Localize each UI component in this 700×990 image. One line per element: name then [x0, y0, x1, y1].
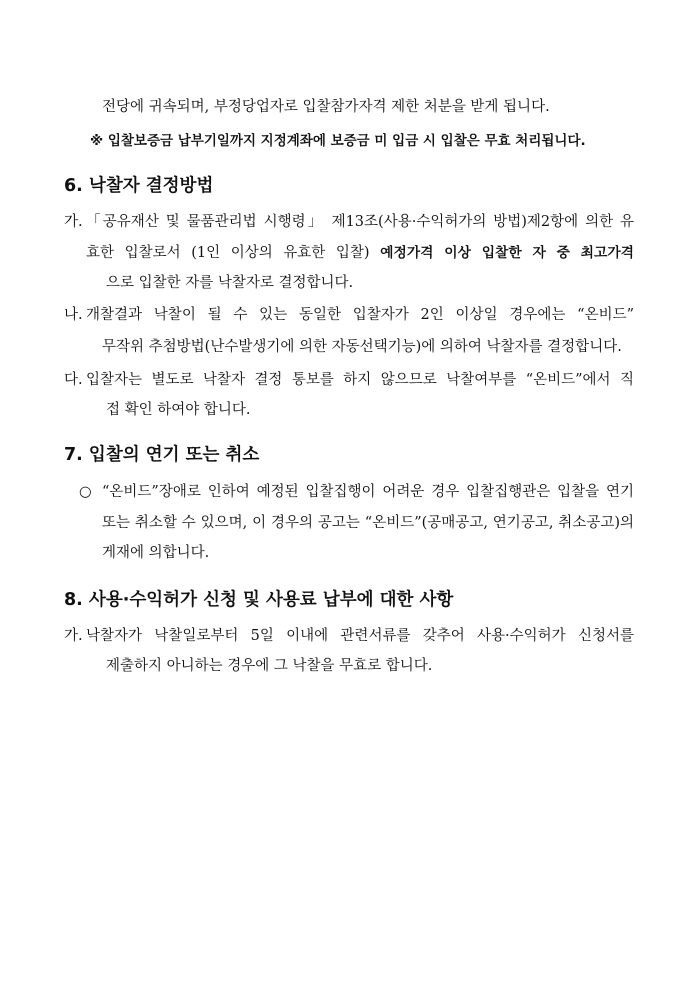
- sec6-ga-line2-bold: 예정가격 이상 입찰한 자 중 최고가격: [380, 245, 634, 261]
- sec6-da-line2: 접 확인 하여야 합니다.: [106, 402, 251, 418]
- section-6-title: 6. 낙찰자 결정방법: [64, 176, 214, 196]
- section-7-title: 7. 입찰의 연기 또는 취소: [64, 445, 260, 465]
- item-marker: 다.: [64, 372, 83, 388]
- sec6-na-line2: 무작위 추첨방법(난수발생기에 의한 자동선택기능)에 의하여 낙찰자를 결정합니다.: [102, 339, 622, 355]
- item-marker: 가.: [64, 214, 83, 230]
- deposit-note-text: 입찰보증금 납부기일까지 지정계좌에 보증금 미 입금 시 입찰은 무효 처리됩니다.: [107, 133, 586, 149]
- sec7-line1: “온비드”장애로 인하여 예정된 입찰집행이 어려운 경우 입찰집행관은 입찰을 연기: [102, 484, 634, 500]
- item-marker: 가.: [64, 628, 83, 644]
- sec7-line2: 또는 취소할 수 있으며, 이 경우의 공고는 “온비드”(공매공고, 연기공고, 취소공고)의: [102, 515, 634, 531]
- sec8-ga-line2: 제출하지 아니하는 경우에 그 낙찰을 무효로 합니다.: [106, 658, 433, 674]
- sec6-da-line1: 입찰자는 별도로 낙찰자 결정 통보를 하지 않으므로 낙찰여부를 “온비드”에서 직: [86, 372, 634, 388]
- sec6-ga-line2-text: 효한 입찰로서 (1인 이상의 유효한 입찰): [86, 245, 381, 261]
- sec6-ga-line3: 으로 입찰한 자를 낙찰자로 결정합니다.: [106, 275, 354, 291]
- intro-line: 전당에 귀속되며, 부정당업자로 입찰참가자격 제한 처분을 받게 됩니다.: [102, 99, 550, 115]
- sec6-na-line1: 개찰결과 낙찰이 될 수 있는 동일한 입찰자가 2인 이상일 경우에는 “온비드”: [86, 307, 634, 323]
- bullet-marker: ○: [79, 484, 92, 500]
- sec6-ga-line1: 「공유재산 및 물품관리법 시행령」 제13조(사용·수익허가의 방법)제2항에 의한 유: [86, 214, 634, 230]
- sec7-line3: 게재에 의합니다.: [102, 545, 210, 561]
- deposit-note: [90, 131, 586, 151]
- section-8-title: 8. 사용·수익허가 신청 및 사용료 납부에 대한 사항: [64, 590, 454, 610]
- sec8-ga-line1: 낙찰자가 낙찰일로부터 5일 이내에 관련서류를 갖추어 사용·수익허가 신청서를: [86, 628, 634, 644]
- item-marker: 나.: [64, 307, 83, 323]
- sec6-ga-line2: [86, 243, 634, 263]
- reference-mark: ※: [90, 133, 104, 149]
